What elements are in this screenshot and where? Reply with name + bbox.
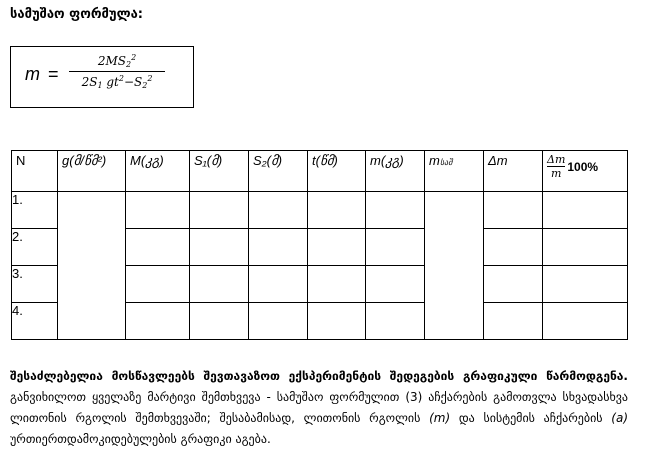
table-cell bbox=[190, 266, 249, 303]
results-table bbox=[11, 150, 628, 340]
header-S2: S₂(მ) bbox=[249, 151, 308, 192]
formula-box bbox=[10, 46, 194, 108]
formula-lhs: m bbox=[25, 64, 40, 84]
row-number: 3. bbox=[12, 266, 58, 303]
table-cell bbox=[190, 192, 249, 229]
section-heading: სამუშაო ფორმულა: bbox=[10, 7, 143, 22]
table-cell bbox=[543, 229, 628, 266]
table-cell bbox=[308, 303, 366, 340]
header-M: M(კგ) bbox=[126, 151, 190, 192]
row-number: 1. bbox=[12, 192, 58, 229]
table-cell bbox=[484, 303, 543, 340]
row-number: 4. bbox=[12, 303, 58, 340]
table-cell bbox=[249, 229, 308, 266]
body-paragraph: შესაძლებელია მოსწავლეებს შევთავაზოთ ექსპერიმენტის შედეგების გრაფიკული წარმოდგენა. განვიხილოთ ყველაზე მარტივი შემთხვევა - სამუშაო ფორმულით (3) აჩქარების გამოთვლა სხვადასხვა ლითონის რგოლის შემთხვევაში; შესაბამისად, ლითონის რგოლის (m) და სისტემის აჩქარების (a) ურთიერთდამოკიდებულების გრაფიკი აგება. bbox=[10, 369, 629, 446]
formula-fraction bbox=[67, 53, 167, 90]
table-cell bbox=[543, 266, 628, 303]
row-number: 2. bbox=[12, 229, 58, 266]
table-cell bbox=[126, 192, 190, 229]
header-m-avg: mსაშ bbox=[425, 151, 484, 192]
table-cell bbox=[249, 266, 308, 303]
table-cell bbox=[484, 229, 543, 266]
header-n: N bbox=[12, 151, 58, 192]
header-t: t(წმ) bbox=[308, 151, 366, 192]
table-cell bbox=[366, 266, 425, 303]
table-header-row bbox=[12, 151, 628, 192]
paragraph-bold-lead: შესაძლებელია მოსწავლეებს შევთავაზოთ ექსპერიმენტის შედეგების გრაფიკული წარმოდგენა. bbox=[10, 369, 628, 383]
table-cell bbox=[484, 192, 543, 229]
table-cell bbox=[190, 229, 249, 266]
table-cell bbox=[249, 303, 308, 340]
table-cell bbox=[543, 303, 628, 340]
table-cell bbox=[308, 266, 366, 303]
table-cell bbox=[249, 192, 308, 229]
formula-equals: = bbox=[48, 64, 59, 84]
table-cell bbox=[366, 229, 425, 266]
table-cell bbox=[126, 229, 190, 266]
header-delta-m: Δm bbox=[484, 151, 543, 192]
table-row bbox=[12, 192, 628, 229]
table-cell bbox=[484, 266, 543, 303]
symbol-a: (a) bbox=[611, 411, 629, 425]
header-g: g(მ/წმ²) bbox=[58, 151, 126, 192]
formula-denominator: $2S_1$ $gt^2-S_2^2$ bbox=[81, 74, 153, 90]
table-cell bbox=[190, 303, 249, 340]
table-cell bbox=[366, 192, 425, 229]
formula-numerator: $2MS_2^2$ bbox=[97, 53, 137, 69]
table-cell bbox=[126, 266, 190, 303]
header-S1: S₁(მ) bbox=[190, 151, 249, 192]
header-relative-error: $\frac{\Delta m}{m}$ 100% bbox=[543, 151, 628, 192]
symbol-m: (m) bbox=[429, 411, 451, 425]
header-m: m(კგ) bbox=[366, 151, 425, 192]
table-cell bbox=[126, 303, 190, 340]
table-cell bbox=[308, 229, 366, 266]
table-cell bbox=[366, 303, 425, 340]
cell-m-avg-merged bbox=[425, 192, 484, 340]
cell-g-merged bbox=[58, 192, 126, 340]
table-cell bbox=[543, 192, 628, 229]
table-cell bbox=[308, 192, 366, 229]
